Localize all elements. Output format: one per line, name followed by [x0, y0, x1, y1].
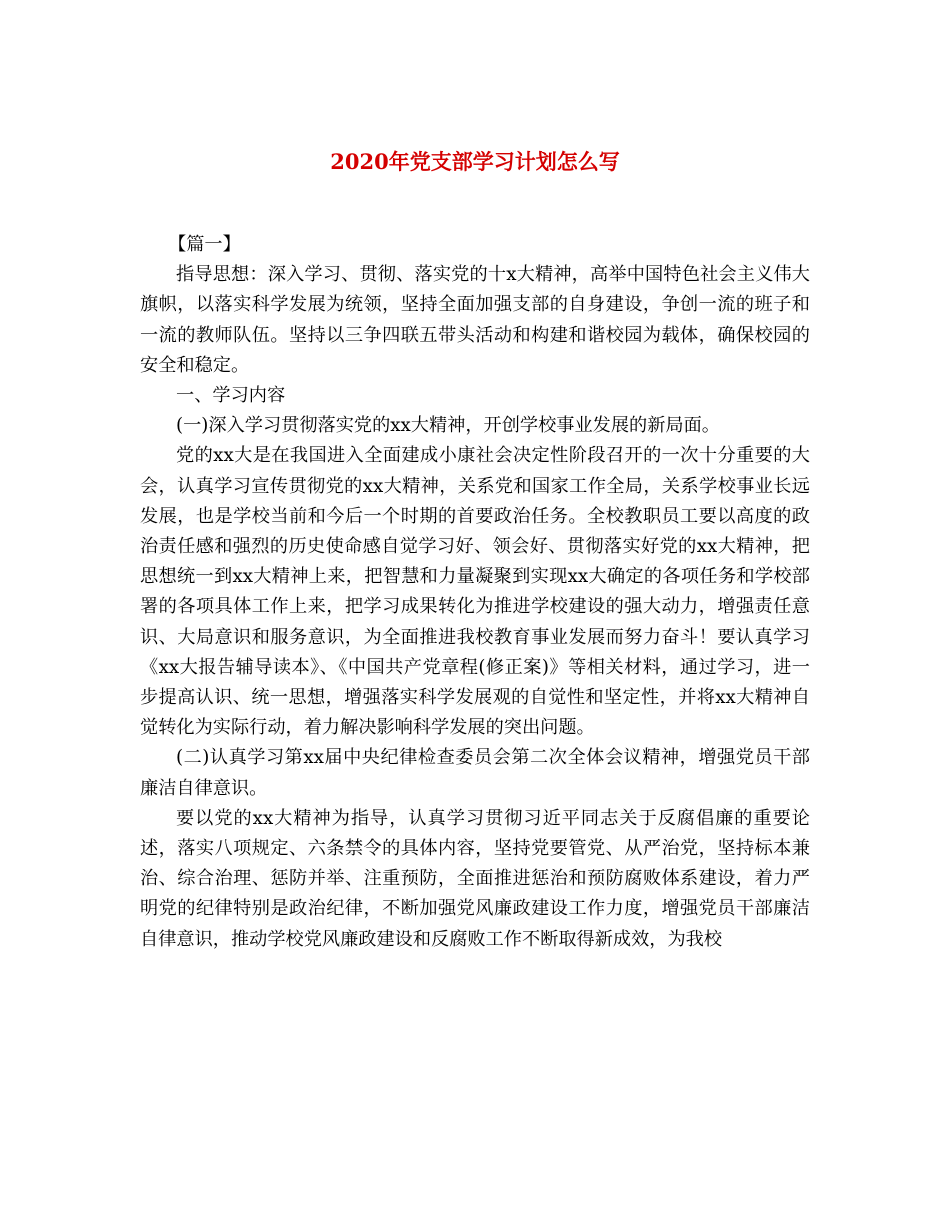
- subheading-item-1: (一)深入学习贯彻落实党的xx大精神，开创学校事业发展的新局面。: [176, 415, 720, 437]
- paragraph-item-1-body: 党的xx大是在我国进入全面建成小康社会决定性阶段召开的一次十分重要的大会，认真学习宣传贯彻党的xx大精神，关系党和国家工作全局，关系学校事业长远发展，也是学校当前和今后一个时期的首要政治任务。全校教职员工要以高度的政治责任感和强烈的历史使命感自觉学习好、领会好、贯彻落实好党的xx大精神，把思想统一到xx大精神上来，把智慧和力量凝聚到实现xx大确定的各项任务和学校部署的各项具体工作上来，把学习成果转化为推进学校建设的强大动力，增强责任意识、大局意识和服务意识，为全面推进我校教育事业发展而努力奋斗！要认真学习《xx大报告辅导读本》、《中国共产党章程(修正案)》等相关材料，通过学习，进一步提高认识、统一思想，增强落实科学发展观的自觉性和坚定性，并将xx大精神自觉转化为实际行动，着力解决影响科学发展的突出问题。: [140, 445, 810, 739]
- section-tag: 【篇一】: [168, 234, 241, 255]
- heading-study-content: 一、学习内容: [176, 385, 286, 407]
- paragraph-guiding-ideology: 指导思想：深入学习、贯彻、落实党的十x大精神，高举中国特色社会主义伟大旗帜，以落实科学发展为统领，坚持全面加强支部的自身建设，争创一流的班子和一流的教师队伍。坚持以三争四联五带头活动和构建和谐校园为载体，确保校园的安全和稳定。: [140, 264, 810, 376]
- document-title: 2020年党支部学习计划怎么写: [330, 149, 620, 174]
- document-body: [140, 230, 810, 955]
- paragraph-item-2-body: 要以党的xx大精神为指导，认真学习贯彻习近平同志关于反腐倡廉的重要论述，落实八项规定、六条禁令的具体内容，坚持党要管党、从严治党，坚持标本兼治、综合治理、惩防并举、注重预防，全面推进惩治和预防腐败体系建设，着力严明党的纪律特别是政治纪律，不断加强党风廉政建设工作力度，增强党员干部廉洁自律意识，推动学校党风廉政建设和反腐败工作不断取得新成效，为我校: [140, 807, 810, 950]
- subheading-item-2: (二)认真学习第xx届中央纪律检查委员会第二次全体会议精神，增强党员干部廉洁自律意识。: [140, 747, 810, 799]
